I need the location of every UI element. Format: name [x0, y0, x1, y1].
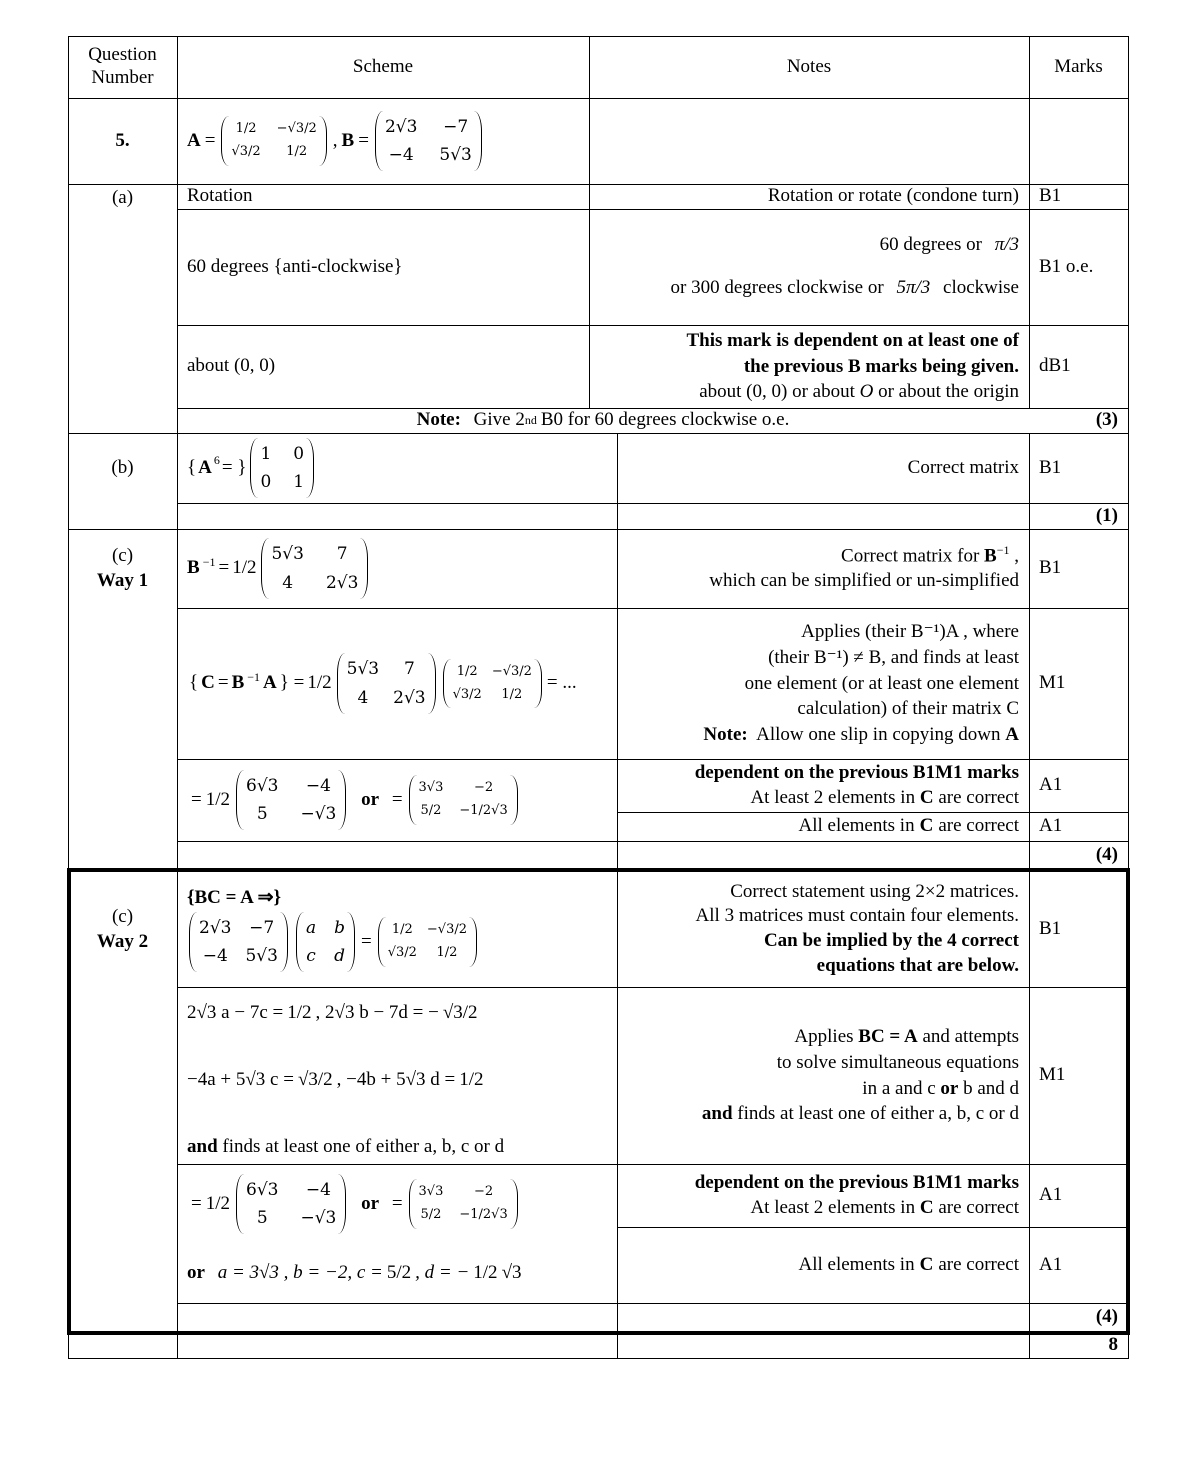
part-c-way-2-label [68, 900, 177, 960]
fraction: 1/2 [307, 672, 332, 694]
matrix-entries [451, 659, 534, 709]
matrix-entry: 0 [293, 443, 305, 464]
notes-line: the previous B marks being given. [743, 355, 1019, 377]
matrix-entries [197, 912, 280, 972]
equals: = [218, 557, 230, 579]
matrix-entries [383, 111, 474, 171]
matrix-entry: 0 [260, 472, 272, 492]
result-matrix [236, 770, 346, 830]
matrix-entries [244, 1174, 338, 1234]
part-c-way-1-total: (4) [1095, 843, 1118, 865]
notes-line: This mark is dependent on at least one of [686, 330, 1019, 352]
notes-line: in a and c [862, 1077, 936, 1099]
matrix-label: B [341, 129, 355, 151]
matrix-entry: √3/2 [452, 686, 482, 702]
note-text: B0 for 60 degrees clockwise o.e. [540, 409, 790, 431]
rule [68, 1358, 1129, 1359]
mark: A1 [1039, 815, 1063, 837]
equation: , −4b + 5√3 d = [336, 1069, 456, 1091]
matrix-entry: −1/2√3 [459, 1207, 508, 1222]
given-matrices [177, 98, 589, 184]
matrix-entry: 1/2 [391, 922, 413, 938]
part-a-label: (a) [111, 186, 134, 208]
scheme-result [177, 1164, 617, 1244]
equation: BC = A [858, 1026, 918, 1048]
matrix-entry: −√3/2 [491, 663, 532, 679]
fraction: 1/2 [473, 1262, 498, 1284]
grand-total: 8 [1108, 1333, 1118, 1355]
mark: B1 [1039, 185, 1062, 207]
matrix-entry: √3/2 [387, 945, 417, 961]
matrix-entry: 1/2 [286, 144, 308, 159]
mark: dB1 [1039, 355, 1071, 377]
mark: A1 [1039, 1253, 1063, 1275]
note-label: Note: [703, 723, 748, 745]
mark: M1 [1039, 672, 1066, 694]
header-question-number [68, 36, 177, 98]
part-a-note [177, 408, 1029, 433]
equation: 2√3 a − 7c = [187, 1002, 284, 1023]
or-label: or [940, 1077, 959, 1099]
brace: { [187, 456, 197, 478]
fraction: π/3 [994, 234, 1019, 256]
notes-line: and attempts [922, 1026, 1019, 1048]
matrix-entry: −2 [473, 1184, 494, 1200]
values-text: , d = − [415, 1262, 470, 1284]
notes-line: All 3 matrices must contain four elements. [695, 905, 1019, 927]
scheme-equations [177, 987, 617, 1164]
matrix-entry: 1/2 [456, 663, 478, 679]
matrix-entry: −1/2√3 [459, 803, 508, 818]
scheme-statement [177, 871, 617, 987]
matrix-entry: −7 [443, 116, 469, 137]
equals: = } [221, 456, 247, 478]
matrix-label: C [919, 786, 934, 808]
part-c-way-2-total: (4) [1095, 1305, 1118, 1327]
equals: = [391, 788, 403, 810]
matrix-entry: 2√3 [393, 687, 426, 708]
matrix-label: A [198, 456, 212, 478]
matrix-entry: −4 [305, 1179, 331, 1200]
notes-text [617, 812, 1029, 841]
notes-text [617, 1164, 1029, 1227]
matrix-entry: √3/2 [231, 144, 261, 159]
notes-text: Correct matrix [907, 456, 1019, 478]
notes-line: Correct matrix for [841, 545, 980, 567]
matrix-entry: −4 [305, 775, 331, 796]
and-label: and [187, 1136, 218, 1158]
equals: = [360, 931, 372, 952]
notes-text [617, 871, 1029, 987]
rule [177, 503, 1129, 504]
or-label: or [361, 1192, 380, 1214]
or-label: or [187, 1262, 205, 1284]
notes-line: about (0, 0) or about [699, 381, 855, 403]
matrix-entry: 1 [260, 443, 272, 464]
scheme-text: about (0, 0) [187, 355, 276, 377]
fraction: 1/2 [459, 1069, 484, 1091]
matrix-entry: 1/2 [235, 121, 257, 137]
result-matrix-simplified [409, 1179, 518, 1229]
values-text: a = 3√3 , b = −2, c = [217, 1262, 383, 1284]
matrix-entry: −√3/2 [426, 922, 468, 938]
fraction: √3/2 [297, 1069, 333, 1091]
fraction: 1/2 [287, 1002, 312, 1023]
matrix-label: C [919, 1253, 934, 1275]
matrix-entry: 3√3 [418, 1184, 444, 1200]
scheme-text: finds at least one of either a, b, c or d [222, 1136, 505, 1158]
notes-line: Correct statement using 2×2 matrices. [730, 880, 1019, 902]
matrix-label: A [187, 129, 201, 151]
result-matrix-simplified [409, 775, 518, 825]
fraction: 1/2 [205, 788, 230, 810]
statement: {BC = A ⇒} [187, 886, 281, 908]
matrix-entry: b [334, 918, 345, 939]
matrix-A [443, 659, 542, 709]
matrix-label: B [984, 545, 997, 567]
inverse-matrix [337, 653, 436, 713]
matrix-B [375, 111, 482, 171]
fraction: 5π/3 [896, 277, 931, 298]
mark: B1 [1039, 456, 1062, 478]
matrix-entry: 5√3 [245, 946, 278, 967]
matrix-entry: 5/2 [420, 803, 442, 818]
matrix-entry: c [306, 946, 316, 967]
matrix-entry: −7 [249, 918, 275, 939]
way-label: Way 1 [96, 570, 149, 591]
notes-line: or about the origin [878, 381, 1019, 403]
matrix-label: B [231, 672, 245, 694]
notes-line: are correct [938, 1253, 1019, 1275]
matrix-entry: 5 [256, 1208, 268, 1228]
way-label: Way 2 [96, 931, 149, 952]
matrix-entry: −√3 [300, 804, 337, 824]
fraction: √3/2 [442, 1002, 478, 1023]
scheme-text: Rotation [187, 185, 253, 207]
notes-text [617, 529, 1029, 608]
notes-line: At least 2 elements in [750, 786, 916, 808]
brace: { [189, 672, 199, 694]
matrix-entry: 2√3 [384, 116, 418, 137]
question-number: 5. [115, 129, 130, 151]
equals: = [217, 672, 229, 694]
fraction: 1/2 [205, 1192, 230, 1214]
result-matrix [236, 1174, 346, 1234]
fraction: 5/2 [386, 1262, 412, 1284]
notes-line: All elements in [798, 815, 915, 837]
notes-line: are correct [938, 1196, 1019, 1218]
matrix-label: B [187, 557, 200, 579]
matrix-entry: 3√3 [418, 780, 444, 796]
scheme-inverse [177, 529, 617, 608]
mark: A1 [1039, 774, 1063, 796]
notes-text [617, 759, 1029, 812]
matrix-entry: 7 [403, 659, 415, 680]
equation: −4a + 5√3 c = [187, 1069, 294, 1091]
matrix-entries [229, 116, 318, 166]
matrix-entry: a [305, 918, 317, 939]
notes-line: which can be simplified or un-simplified [709, 570, 1019, 592]
notes-text [589, 209, 1029, 325]
equation: , 2√3 b − 7d = − [315, 1002, 439, 1023]
matrix-entry: 5/2 [420, 1207, 442, 1222]
matrix-entry: 2√3 [199, 918, 232, 939]
comma: , [332, 129, 338, 151]
comma: , [1014, 545, 1019, 567]
equals: = [191, 788, 202, 810]
mark: M1 [1039, 1064, 1066, 1086]
notes-line: Applies (their B⁻¹)A , where [801, 621, 1019, 643]
notes-text [617, 1227, 1029, 1303]
part-b-label: (b) [111, 456, 134, 478]
matrix-entries [258, 438, 306, 498]
mark: A1 [1039, 1184, 1063, 1206]
matrix-entry: 1/2 [501, 686, 523, 702]
notes-line: are correct [938, 815, 1019, 837]
matrix-entry: 5√3 [346, 659, 380, 680]
matrix-entry: 4 [357, 687, 369, 708]
notes-line: At least 2 elements in [750, 1196, 916, 1218]
matrix-entries [345, 653, 428, 713]
notes-line: to solve simultaneous equations [776, 1051, 1019, 1073]
notes-line: calculation) of their matrix C [797, 698, 1019, 720]
fraction: 1/2 [232, 557, 257, 579]
part-label: (c) [111, 545, 134, 567]
part-label: (c) [111, 906, 134, 928]
notes-line: equations that are below. [816, 954, 1019, 976]
matrix-entry: 5√3 [271, 544, 304, 565]
notes-line: are correct [938, 786, 1019, 808]
matrix-entry: 1 [293, 472, 305, 492]
scheme-values [177, 1244, 617, 1303]
inverse-matrix [261, 538, 368, 598]
equals: = [391, 1192, 403, 1214]
matrix-A [221, 116, 326, 166]
matrix-entry: −2 [473, 780, 494, 796]
header-notes: Notes [786, 55, 832, 77]
matrix-entry: −√3/2 [276, 121, 317, 137]
scheme-matrix [177, 433, 617, 503]
notes-line: b and d [963, 1077, 1019, 1099]
note-label: Note: [416, 409, 461, 431]
notes-line: clockwise [943, 277, 1019, 298]
notes-line: dependent on the previous B1M1 marks [694, 761, 1019, 783]
matrix-entries [304, 912, 347, 972]
matrix-B [189, 912, 288, 972]
matrix-entry: 1/2 [436, 945, 458, 961]
matrix-label: A [1005, 723, 1019, 745]
matrix-label: A [263, 672, 277, 694]
matrix-entry: 2√3 [325, 572, 359, 593]
note-text: Give 2 [473, 409, 525, 431]
values-text: √3 [501, 1262, 522, 1284]
matrix-entries [386, 917, 469, 967]
matrix-entry: 6√3 [246, 1179, 279, 1200]
matrix-A [378, 917, 477, 967]
matrix-entries [417, 775, 510, 825]
notes-line: (their B⁻¹) ≠ B, and finds at least [768, 647, 1019, 669]
matrix-entries [269, 538, 360, 598]
matrix-entry: 5√3 [439, 145, 472, 165]
equals-ellipsis: = ... [546, 672, 577, 694]
equals: = [191, 1192, 202, 1214]
header-scheme: Scheme [352, 55, 414, 77]
matrix-entry: 6√3 [246, 775, 279, 796]
matrix-entry: 7 [336, 544, 348, 565]
scheme-text: 60 degrees {anti-clockwise} [187, 255, 403, 277]
matrix-entries [244, 770, 338, 830]
notes-text [617, 608, 1029, 759]
header-text: Number [91, 67, 154, 88]
exponent: 6 [213, 453, 220, 467]
notes-line: finds at least one of either a, b, c or d [737, 1103, 1019, 1125]
mark: B1 [1039, 917, 1062, 939]
equals: = [358, 129, 369, 151]
scheme-product [177, 608, 617, 759]
notes-line: 60 degrees or [879, 234, 982, 256]
equals: = [204, 129, 216, 151]
notes-line: Applies [794, 1026, 854, 1048]
matrix-label: C [201, 672, 215, 694]
part-c-way-1-label [68, 529, 177, 609]
matrix-entry: −4 [202, 946, 228, 967]
header-text: Question [88, 44, 157, 66]
notes-line: or 300 degrees clockwise or [670, 277, 884, 298]
matrix-label: C [919, 1196, 934, 1218]
matrix-entries [417, 1179, 510, 1229]
notes-line: Can be implied by the 4 correct [763, 930, 1019, 951]
mark: B1 [1039, 557, 1062, 579]
matrix-label: C [919, 815, 934, 837]
matrix-C [296, 912, 355, 972]
identity-matrix [250, 438, 314, 498]
header-marks: Marks [1054, 55, 1103, 77]
and-label: and [701, 1103, 733, 1125]
mark: B1 o.e. [1039, 255, 1094, 277]
part-b-total: (1) [1095, 504, 1118, 526]
notes-text: Rotation or rotate (condone turn) [767, 185, 1019, 207]
or-label: or [361, 788, 380, 810]
scheme-result [177, 759, 617, 841]
notes-line: All elements in [798, 1253, 915, 1275]
notes-line: one element (or at least one element [744, 672, 1019, 694]
equals: } = [279, 672, 305, 694]
exponent: −1 [202, 555, 216, 569]
matrix-entry: d [334, 946, 345, 967]
matrix-entry: 5 [256, 804, 268, 824]
matrix-entry: −4 [388, 145, 414, 165]
part-a-total: (3) [1095, 409, 1118, 431]
notes-line: Allow one slip in copying down [756, 723, 1001, 745]
exponent: −1 [996, 543, 1010, 558]
matrix-entry: 4 [282, 572, 294, 593]
variable: O [859, 381, 874, 403]
rule [177, 841, 1129, 842]
superscript: nd [524, 412, 537, 427]
matrix-entry: −√3 [300, 1208, 337, 1228]
notes-text [617, 987, 1029, 1164]
notes-text [589, 325, 1029, 408]
notes-line: dependent on the previous B1M1 marks [694, 1171, 1019, 1193]
exponent: −1 [247, 670, 261, 684]
